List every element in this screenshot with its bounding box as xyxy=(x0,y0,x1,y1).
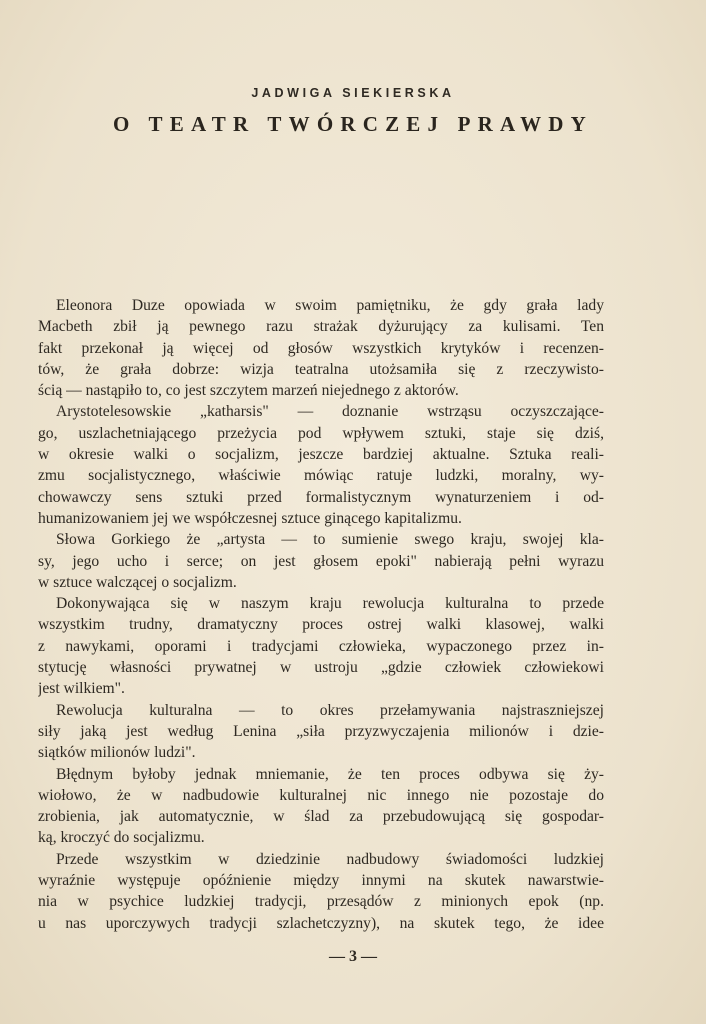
text-line: zrobienia, jak automatycznie, w ślad za przebudowującą się gospodar- xyxy=(38,808,604,826)
text-line: Rewolucja kulturalna — to okres przełamywania najstraszniejszej xyxy=(56,701,604,719)
article-body xyxy=(38,295,604,934)
text-line: jest wilkiem". xyxy=(38,680,125,698)
text-line: u nas uporczywych tradycji szlachetczyzny), na skutek tego, że idee xyxy=(38,914,604,932)
author-name: JADWIGA SIEKIERSKA xyxy=(251,86,455,100)
text-line: z nawykami, oporami i tradycjami człowieka, wypaczonego przez in- xyxy=(38,637,604,655)
text-line: w sztuce walczącej o socjalizm. xyxy=(38,573,237,591)
text-line: stytucję własności prywatnej w ustroju „gdzie człowiek człowiekowi xyxy=(38,659,604,677)
text-line: sy, jego ucho i serce; on jest głosem epoki" nabierają pełni wyrazu xyxy=(38,552,604,570)
text-line: wyraźnie występuje opóźnienie między innymi na skutek nawarstwie- xyxy=(38,872,604,890)
text-line: zmu socjalistycznego, właściwie mówiąc ratuje ludzki, moralny, wy- xyxy=(38,467,604,485)
text-line: Dokonywająca się w naszym kraju rewolucja kulturalna to przede xyxy=(56,595,604,613)
text-line: ścią — nastąpiło to, co jest szczytem marzeń niejednego z aktorów. xyxy=(38,382,459,400)
text-line: Błędnym byłoby jednak mniemanie, że ten proces odbywa się ży- xyxy=(56,765,604,783)
text-line: Przede wszystkim w dziedzinie nadbudowy świadomości ludzkiej xyxy=(56,850,604,868)
text-line: tów, że grała dobrze: wizja teatralna utożsamiła się z rzeczywisto- xyxy=(38,360,604,378)
text-line: wszystkim trudny, dramatyczny proces ostrej walki klasowej, walki xyxy=(38,616,604,634)
page-number: — 3 — xyxy=(329,948,377,965)
text-line: Macbeth zbił ją pewnego razu strażak dyżurujący za kulisami. Ten xyxy=(38,318,604,336)
article-title: O TEATR TWÓRCZEJ PRAWDY xyxy=(112,112,594,136)
text-line: ką, kroczyć do socjalizmu. xyxy=(38,829,205,847)
text-line: go, uszlachetniającego przeżycia pod wpływem sztuki, staje się dziś, xyxy=(38,424,604,442)
text-line: fakt przekonał ją więcej od głosów wszystkich krytyków i recenzen- xyxy=(38,339,604,357)
text-line: humanizowaniem jej we współczesnej sztuce ginącego kapitalizmu. xyxy=(38,509,462,527)
text-line: Eleonora Duze opowiada w swoim pamiętniku, że gdy grała lady xyxy=(56,297,604,314)
text-line: siły jaką jest według Lenina „siła przyzwyczajenia milionów i dzie- xyxy=(38,722,604,740)
text-line: Słowa Gorkiego że „artysta — to sumienie swego kraju, swojej kla- xyxy=(56,531,604,549)
text-line: Arystotelesowskie „katharsis" — doznanie wstrząsu oczyszczające- xyxy=(56,403,604,421)
text-line: wiołowo, że w nadbudowie kulturalnej nic innego nie pozostaje do xyxy=(38,786,604,804)
text-line: w okresie walki o socjalizm, jeszcze bardziej aktualne. Sztuka reali- xyxy=(38,446,604,464)
text-line: siątków milionów ludzi". xyxy=(38,744,196,762)
text-line: chowawczy sens sztuki przed formalistycznym wynaturzeniem i od- xyxy=(38,488,604,506)
text-line: nia w psychice ludzkiej tradycji, przesądów z minionych epok (np. xyxy=(38,893,604,911)
